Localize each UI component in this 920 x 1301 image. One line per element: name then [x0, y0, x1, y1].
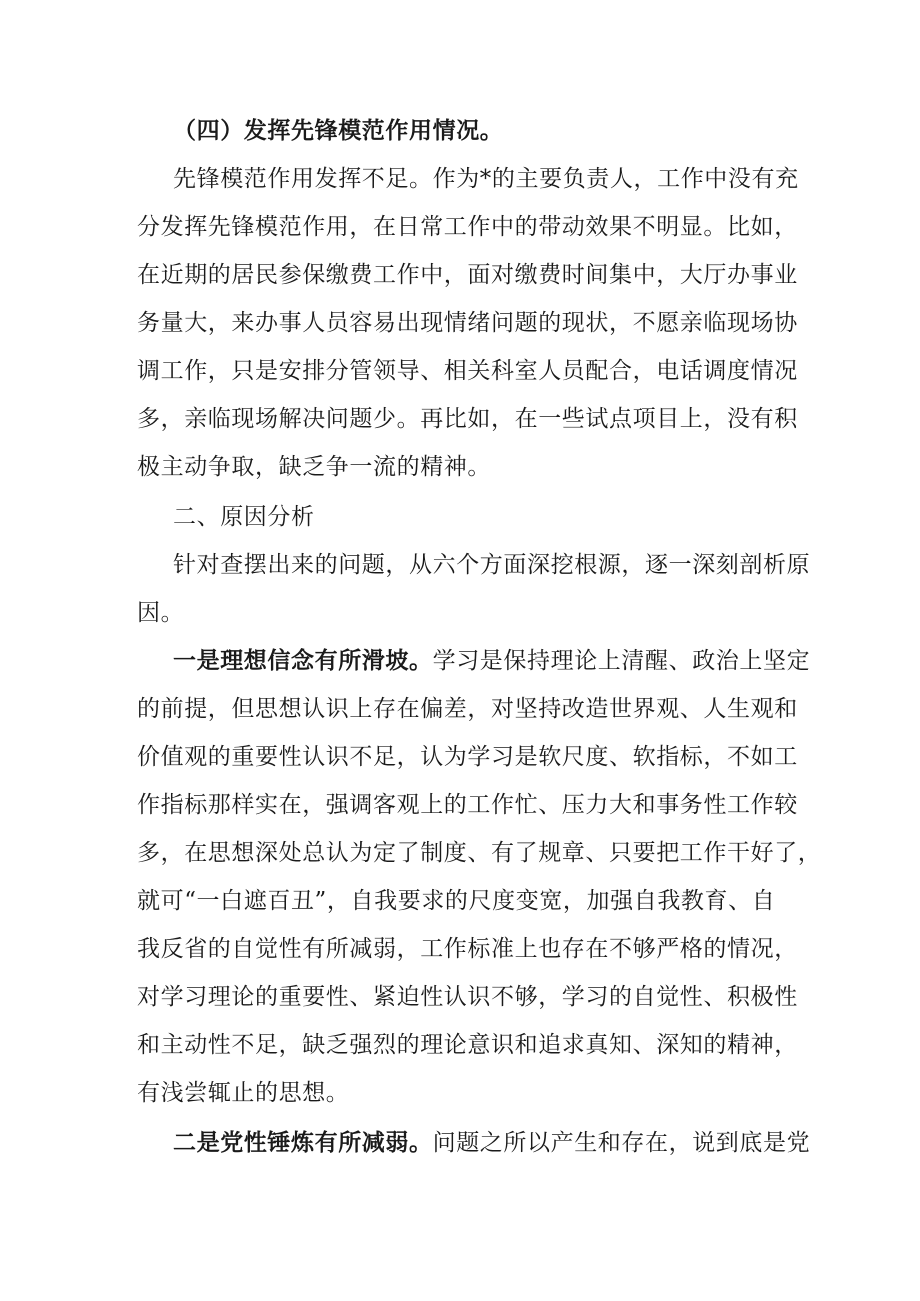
- section-4-heading: （四）发挥先锋模范作用情况。: [173, 117, 504, 144]
- section-4-line-7: 极主动争取，缺乏争一流的精神。: [137, 454, 491, 480]
- section-4-line-4: 务量大，来办事人员容易出现情绪问题的现状，不愿亲临现场协: [137, 310, 798, 336]
- reason-1-line-10: 有浅尝辄止的思想。: [137, 1080, 350, 1106]
- reason-1-line-3: 价值观的重要性认识不足，认为学习是软尺度、软指标，不如工: [137, 744, 798, 770]
- reason-1-line-8: 对学习理论的重要性、紧迫性认识不够，学习的自觉性、积极性: [137, 984, 798, 1010]
- section-4-line-6: 多，亲临现场解决问题少。再比如，在一些试点项目上，没有积: [137, 406, 798, 432]
- section-4-line-1: 先锋模范作用发挥不足。作为*的主要负责人，工作中没有充: [173, 166, 799, 192]
- reason-1-line-2: 的前提，但思想认识上存在偏差，对坚持改造世界观、人生观和: [137, 696, 798, 722]
- reason-1-first-line: [173, 646, 833, 676]
- section-2-heading: 二、原因分析: [173, 504, 315, 530]
- reason-1-title: 一是理想信念有所滑坡。: [173, 647, 433, 674]
- reason-1-line-7: 我反省的自觉性有所减弱，工作标准上也存在不够严格的情况，: [137, 936, 798, 962]
- reason-1-line-6: 就可“一白遮百丑”，自我要求的尺度变宽，加强自我教育、自: [137, 888, 776, 914]
- section-4-line-5: 调工作，只是安排分管领导、相关科室人员配合，电话调度情况: [137, 358, 798, 384]
- reason-2-first-line: [173, 1128, 833, 1158]
- reason-1-first-line-rest: 学习是保持理论上清醒、政治上坚定: [432, 648, 811, 674]
- reason-2-first-line-rest: 问题之所以产生和存在，说到底是党: [432, 1130, 811, 1156]
- reason-1-line-5: 多，在思想深处总认为定了制度、有了规章、只要把工作干好了，: [137, 840, 822, 866]
- section-2-intro-line-2: 因。: [137, 600, 185, 626]
- reason-2-title: 二是党性锤炼有所减弱。: [173, 1129, 433, 1156]
- section-2-intro-line-1: 针对查摆出来的问题，从六个方面深挖根源，逐一深刻剖析原: [173, 552, 811, 578]
- section-4-line-3: 在近期的居民参保缴费工作中，面对缴费时间集中，大厅办事业: [137, 262, 798, 288]
- reason-1-line-4: 作指标那样实在，强调客观上的工作忙、压力大和事务性工作较: [137, 792, 798, 818]
- reason-1-line-9: 和主动性不足，缺乏强烈的理论意识和追求真知、深知的精神，: [137, 1032, 798, 1058]
- section-4-line-2: 分发挥先锋模范作用，在日常工作中的带动效果不明显。比如，: [137, 214, 798, 240]
